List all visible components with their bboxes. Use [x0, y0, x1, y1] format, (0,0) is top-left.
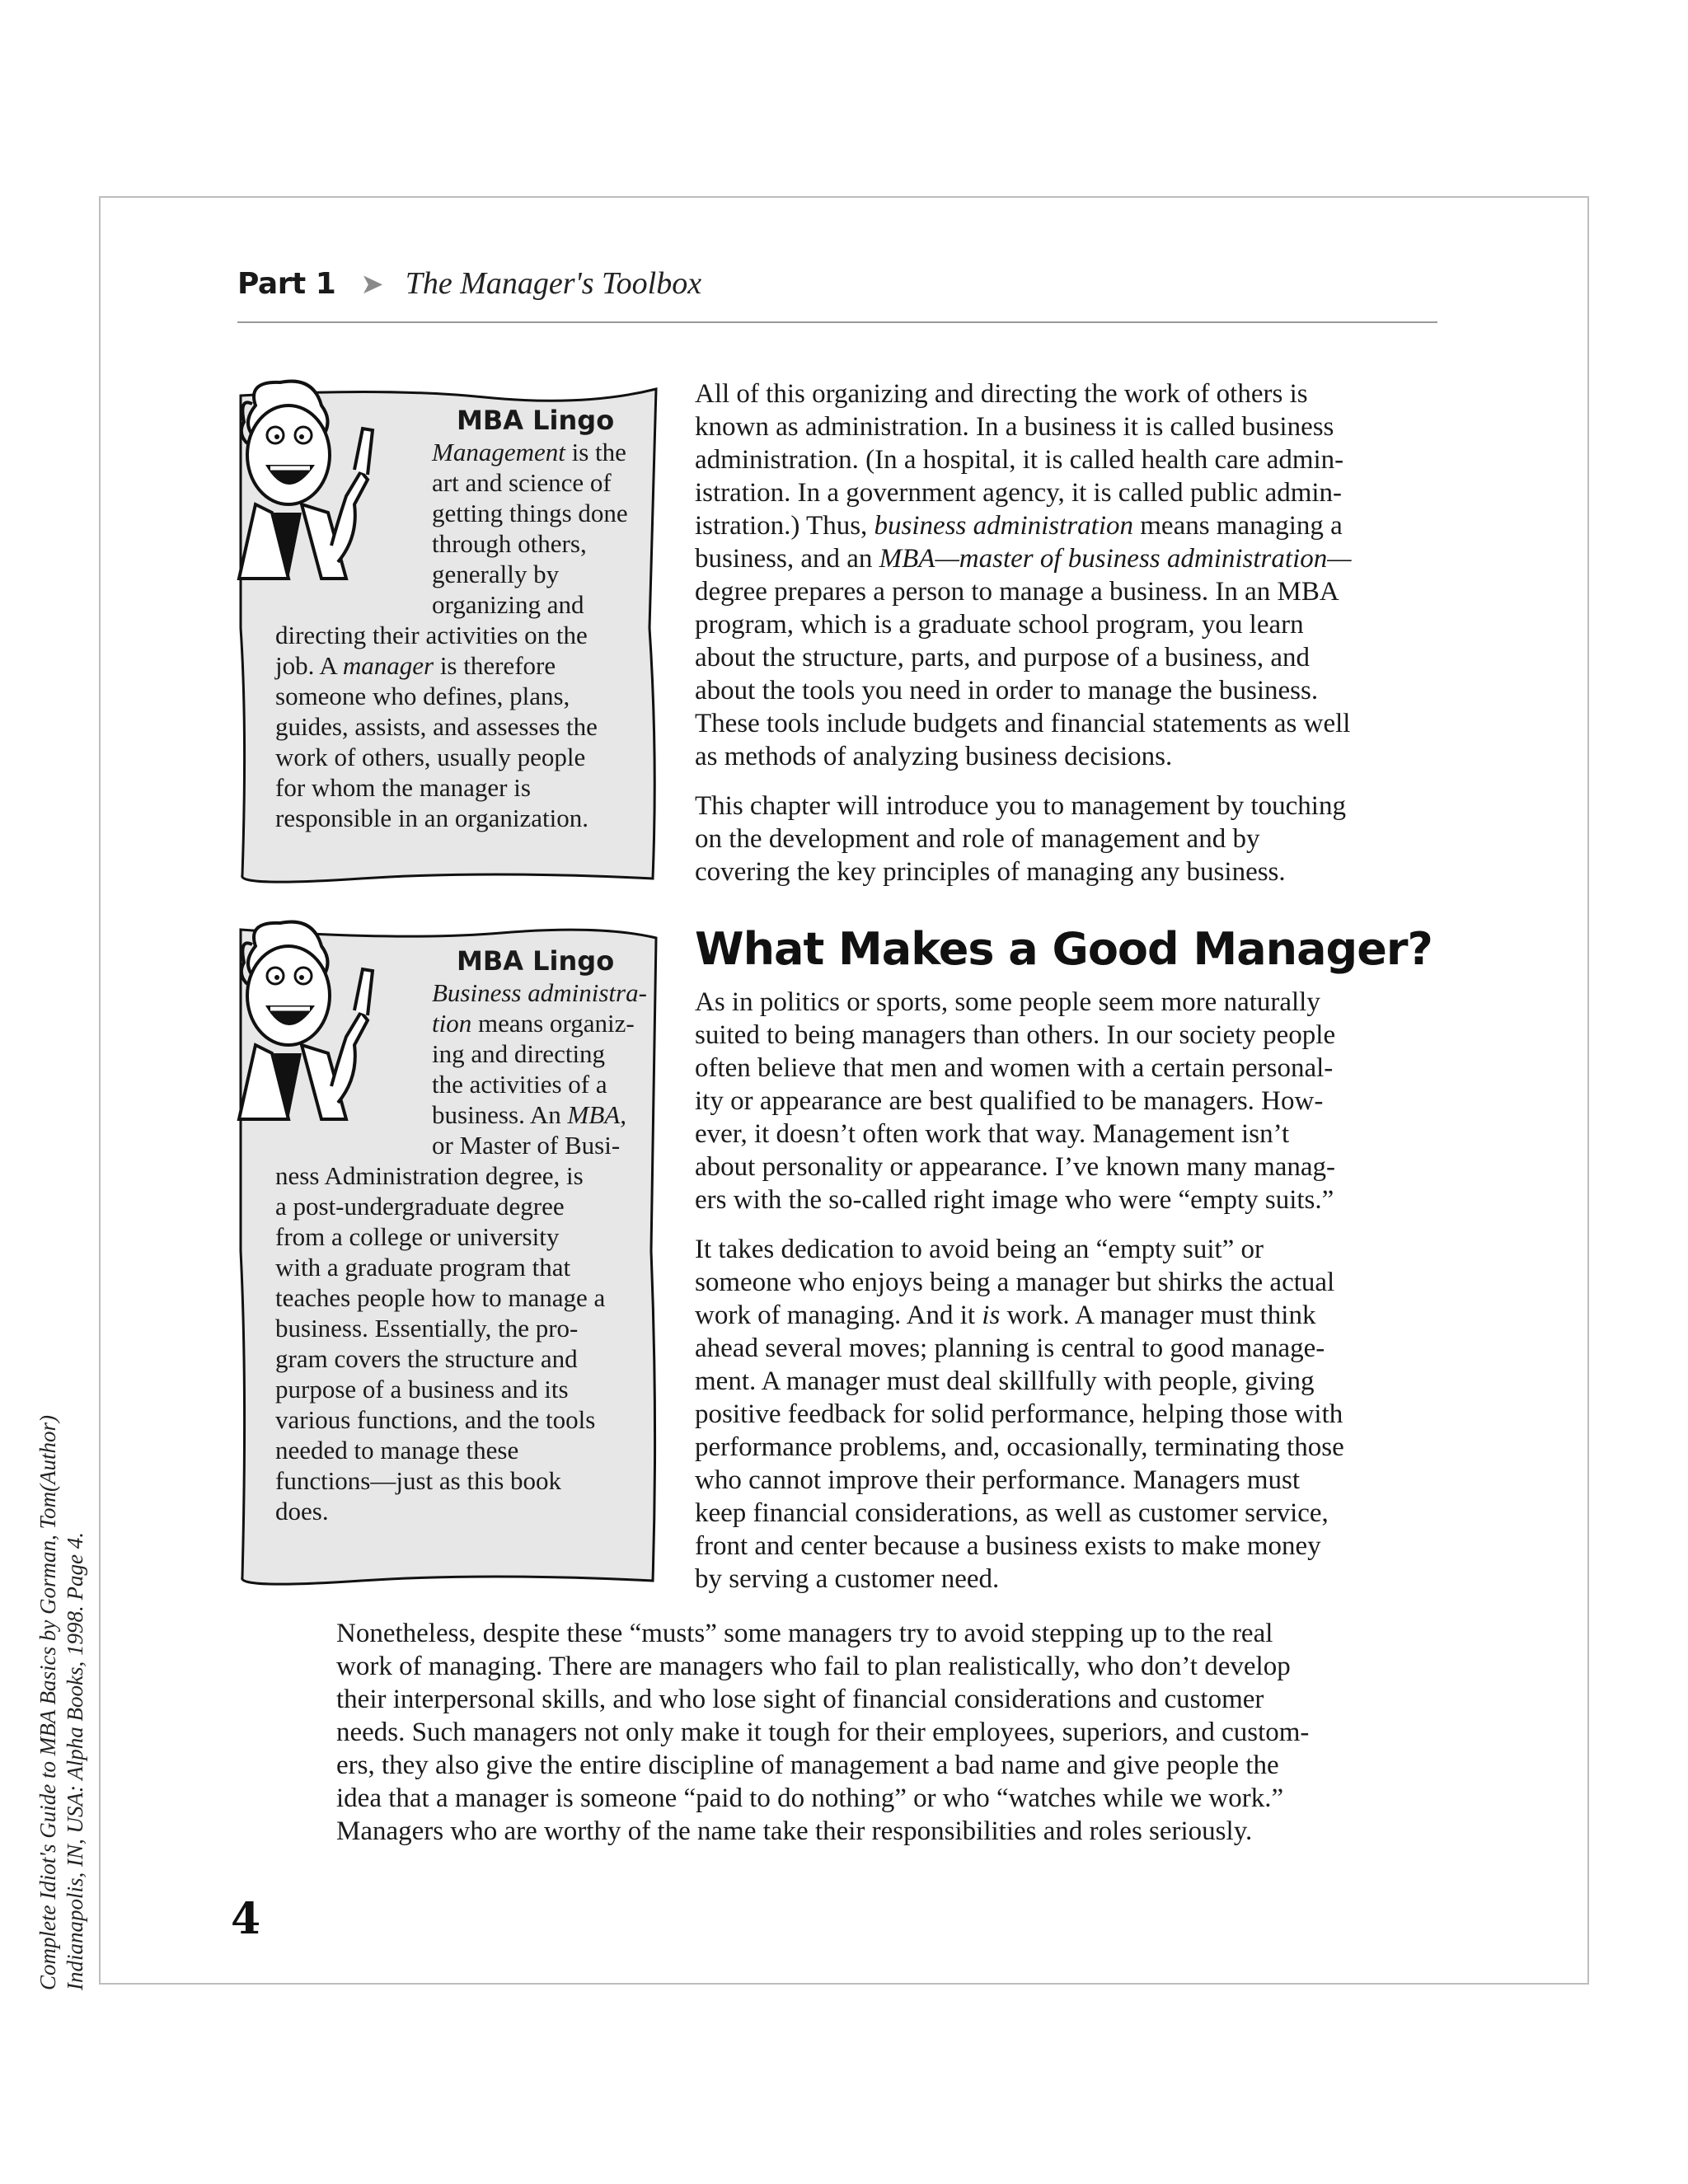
paragraph-nonetheless — [336, 1617, 1441, 1848]
paragraph-administration — [695, 377, 1438, 773]
text-line — [336, 1815, 1441, 1848]
text-line — [695, 1497, 1438, 1530]
text-segment: the activities of a — [432, 1070, 607, 1099]
text-line — [275, 1435, 630, 1465]
text-line — [275, 1008, 635, 1038]
text-segment: by serving a customer need. — [695, 1564, 1000, 1594]
text-line — [695, 1464, 1438, 1497]
sidebar-content — [275, 381, 630, 833]
text-line — [695, 855, 1438, 888]
text-line — [695, 1151, 1438, 1183]
sidebar-content — [275, 921, 647, 1526]
text-segment: positive feedback for solid performance, helping those with — [695, 1399, 1343, 1429]
paragraph-dedication — [695, 1233, 1438, 1596]
text-segment: as methods of analyzing business decisions. — [695, 742, 1173, 771]
text-segment: is therefore — [434, 651, 556, 680]
text-segment: means managing a — [1133, 511, 1343, 541]
part-label: Part 1 — [237, 267, 336, 301]
text-line — [695, 823, 1438, 855]
text-segment: their interpersonal skills, and who lose sight of financial considerations and customer — [336, 1685, 1264, 1714]
text-segment: administration. (In a hospital, it is called health care admin- — [695, 445, 1344, 475]
text-line — [695, 1563, 1438, 1596]
text-segment: front and center because a business exists to make money — [695, 1531, 1321, 1561]
text-line — [336, 1749, 1441, 1782]
text-line — [275, 772, 630, 803]
text-line — [336, 1716, 1441, 1749]
citation-line-2: Indianapolis, IN, USA: Alpha Books, 1998. Page 4. — [63, 1532, 87, 1990]
text-line — [695, 608, 1438, 641]
text-line — [275, 559, 630, 589]
text-segment: responsible in an organization. — [275, 804, 588, 832]
text-line — [275, 1160, 630, 1191]
main-column-top — [695, 377, 1438, 905]
text-segment: purpose of a business and its — [275, 1375, 569, 1404]
text-line — [695, 1299, 1438, 1332]
text-segment: ever, it doesn’t often work that way. Management isn’t — [695, 1119, 1290, 1149]
text-segment: ness Administration degree, is — [275, 1161, 584, 1190]
text-line — [695, 1085, 1438, 1118]
text-segment: All of this organizing and directing the work of others is — [695, 379, 1308, 409]
text-line — [695, 1530, 1438, 1563]
text-line — [336, 1683, 1441, 1716]
text-line — [695, 1118, 1438, 1151]
text-line — [275, 1496, 630, 1526]
text-segment: As in politics or sports, some people seem more naturally — [695, 987, 1320, 1017]
text-line — [695, 443, 1438, 476]
side-citation — [35, 1364, 89, 1990]
sidebar-title: MBA Lingo — [457, 945, 615, 977]
text-line — [695, 575, 1438, 608]
text-line — [695, 377, 1438, 410]
text-segment: ity or appearance are best qualified to be managers. How- — [695, 1086, 1324, 1116]
text-line — [275, 1313, 630, 1343]
paragraph-chapter-intro — [695, 790, 1438, 888]
text-line — [695, 674, 1438, 707]
text-line — [275, 711, 630, 742]
text-line — [275, 803, 630, 833]
text-segment: suited to being managers than others. In our society people — [695, 1020, 1336, 1050]
text-segment: or Master of Busi- — [432, 1131, 621, 1160]
text-line — [336, 1617, 1441, 1650]
text-segment: Managers who are worthy of the name take their responsibilities and roles seriously. — [336, 1816, 1253, 1846]
text-segment: needs. Such managers not only make it tough for their employees, superiors, and custom- — [336, 1718, 1310, 1747]
text-segment: ers, they also give the entire discipline of management a bad name and give people the — [336, 1750, 1279, 1780]
italic-text: manager — [342, 651, 434, 680]
text-line — [695, 410, 1438, 443]
text-segment: functions—just as this book — [275, 1466, 562, 1495]
text-segment: These tools include budgets and financial statements as well — [695, 709, 1351, 738]
italic-text: business administration — [874, 511, 1133, 541]
text-line — [275, 1099, 630, 1130]
text-segment: on the development and role of management and by — [695, 824, 1260, 854]
text-line — [695, 1332, 1438, 1365]
text-segment: with a graduate program that — [275, 1253, 571, 1282]
text-line — [695, 1431, 1438, 1464]
text-segment: directing their activities on the — [275, 621, 588, 649]
mba-lingo-sidebar-2 — [237, 921, 659, 1586]
text-segment: work of managing. And it — [695, 1301, 982, 1330]
text-segment: someone who enjoys being a manager but shirks the actual — [695, 1268, 1335, 1297]
italic-text: MBA, — [567, 1100, 626, 1129]
text-segment: ment. A manager must deal skillfully with people, giving — [695, 1366, 1315, 1396]
text-line — [275, 589, 630, 620]
mba-lingo-sidebar-1 — [237, 381, 659, 885]
text-line — [275, 977, 647, 1008]
text-segment: ers with the so-called right image who were “empty suits.” — [695, 1185, 1334, 1215]
text-segment: is the — [565, 438, 626, 466]
text-line — [695, 1398, 1438, 1431]
text-segment: keep financial considerations, as well as customer service, — [695, 1498, 1329, 1528]
text-segment: business. An — [432, 1100, 568, 1129]
italic-text: Management — [432, 438, 565, 466]
text-segment: organizing and — [432, 590, 584, 619]
text-line — [275, 1374, 630, 1404]
text-segment: a post-undergraduate degree — [275, 1192, 565, 1221]
text-line — [275, 1465, 630, 1496]
text-segment: istration. In a government agency, it is called public admin- — [695, 478, 1343, 508]
text-segment: generally by — [432, 560, 560, 588]
text-segment: ahead several moves; planning is central to good manage- — [695, 1333, 1325, 1363]
citation-line-1: Complete Idiot's Guide to MBA Basics by Gorman, Tom(Author) — [35, 1415, 60, 1990]
text-segment: Nonetheless, despite these “musts” some managers try to avoid stepping up to the real — [336, 1619, 1273, 1648]
main-column-bottom — [695, 986, 1438, 1612]
text-line — [275, 467, 630, 498]
text-line — [695, 1183, 1438, 1216]
text-segment: means organiz- — [471, 1009, 635, 1038]
text-segment: degree prepares a person to manage a business. In an MBA — [695, 577, 1339, 607]
paragraph-natural-managers — [695, 986, 1438, 1216]
text-line — [695, 476, 1438, 509]
text-line — [275, 620, 630, 650]
text-segment: work. A manager must think — [1000, 1301, 1316, 1330]
sidebar-body — [275, 437, 630, 833]
text-segment: about the structure, parts, and purpose of a business, and — [695, 643, 1310, 673]
text-segment: about personality or appearance. I’ve known many manag- — [695, 1152, 1336, 1182]
text-segment: often believe that men and women with a certain personal- — [695, 1053, 1334, 1083]
sidebar-body — [275, 977, 647, 1526]
text-line — [275, 1038, 630, 1069]
text-segment: covering the key principles of managing any business. — [695, 857, 1286, 887]
text-segment: getting things done — [432, 499, 628, 527]
text-line — [695, 1052, 1438, 1085]
text-line — [695, 1365, 1438, 1398]
text-segment: teaches people how to manage a — [275, 1283, 606, 1312]
text-line — [275, 650, 630, 681]
text-line — [695, 1266, 1438, 1299]
text-line — [275, 498, 630, 528]
text-line — [275, 1404, 630, 1435]
text-line — [336, 1650, 1441, 1683]
text-line — [695, 986, 1438, 1019]
text-segment: who cannot improve their performance. Managers must — [695, 1465, 1301, 1495]
text-segment: from a college or university — [275, 1222, 560, 1251]
italic-text: tion — [432, 1009, 472, 1038]
sidebar-title: MBA Lingo — [457, 405, 615, 436]
text-segment: work of managing. There are managers who fail to plan realistically, who don’t develop — [336, 1652, 1291, 1681]
text-line — [695, 1019, 1438, 1052]
text-segment: known as administration. In a business it is called business — [695, 412, 1334, 442]
text-segment: for whom the manager is — [275, 773, 531, 802]
arrowhead-icon: ➤ — [360, 268, 384, 301]
text-segment: idea that a manager is someone “paid to do nothing” or who “watches while we work.” — [336, 1783, 1284, 1813]
text-line — [275, 1252, 630, 1282]
text-segment: art and science of — [432, 468, 612, 497]
text-line — [275, 437, 630, 467]
text-line — [336, 1782, 1441, 1815]
text-segment: business. Essentially, the pro- — [275, 1314, 579, 1343]
text-line — [695, 509, 1438, 542]
text-line — [695, 542, 1438, 575]
text-segment: ing and directing — [432, 1039, 606, 1068]
text-segment: does. — [275, 1497, 329, 1526]
text-segment: various functions, and the tools — [275, 1405, 596, 1434]
text-line — [695, 707, 1438, 740]
text-segment: istration.) Thus, — [695, 511, 874, 541]
text-line — [695, 740, 1438, 773]
page-number: 4 — [231, 1894, 261, 1944]
text-line — [275, 1191, 630, 1221]
text-segment: about the tools you need in order to manage the business. — [695, 676, 1319, 705]
text-line — [695, 1233, 1438, 1266]
text-segment: someone who defines, plans, — [275, 682, 570, 710]
text-segment: job. A — [275, 651, 343, 680]
text-line — [275, 1069, 630, 1099]
text-segment: gram covers the structure and — [275, 1344, 578, 1373]
text-line — [275, 1130, 630, 1160]
text-line — [275, 742, 630, 772]
italic-text: MBA—master of business administration— — [879, 544, 1352, 574]
section-heading: What Makes a Good Manager? — [695, 923, 1432, 975]
text-line — [695, 641, 1438, 674]
text-line — [275, 1221, 630, 1252]
text-segment: work of others, usually people — [275, 743, 586, 771]
text-line — [275, 528, 630, 559]
text-segment: business, and an — [695, 544, 879, 574]
text-segment: performance problems, and, occasionally, terminating those — [695, 1432, 1344, 1462]
text-segment: It takes dedication to avoid being an “empty suit” or — [695, 1235, 1264, 1264]
text-segment: This chapter will introduce you to management by touching — [695, 791, 1346, 821]
text-line — [695, 790, 1438, 823]
text-segment: through others, — [432, 529, 587, 558]
text-segment: program, which is a graduate school program, you learn — [695, 610, 1304, 640]
text-line — [275, 1282, 630, 1313]
chapter-title: The Manager's Toolbox — [405, 266, 702, 301]
italic-text: Business administra- — [432, 978, 647, 1007]
italic-text: is — [982, 1301, 1001, 1330]
text-line — [275, 681, 630, 711]
text-segment: needed to manage these — [275, 1436, 519, 1465]
text-segment: guides, assists, and assesses the — [275, 712, 598, 741]
running-head — [237, 265, 1437, 323]
text-line — [275, 1343, 630, 1374]
